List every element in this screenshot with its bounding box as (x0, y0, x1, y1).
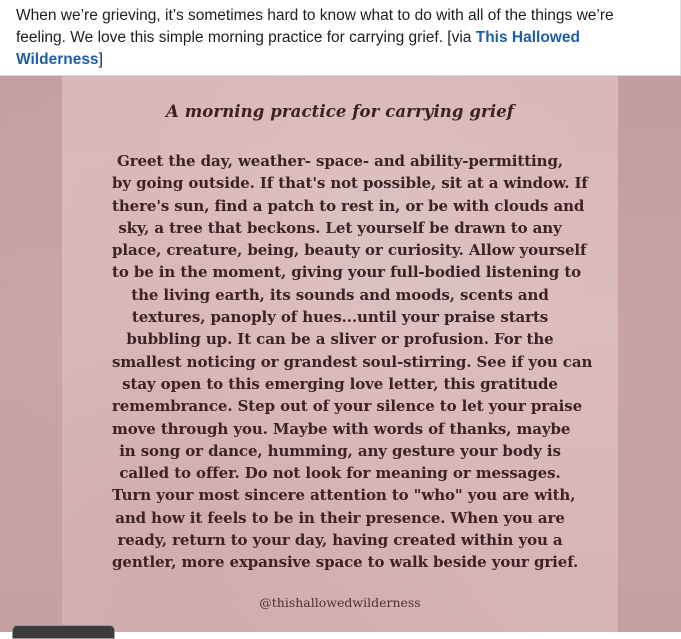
body-line: to be in the moment, giving your full-bodied listening to (112, 263, 582, 282)
body-line: Turn your most sincere attention to "who" you are with, (112, 486, 576, 505)
body-line: and how it feels to be in their presence. When you are (115, 508, 565, 527)
body-line: textures, panoply of hues...until your praise starts (131, 308, 549, 327)
body-line: sky, a tree that beckons. Let yourself be drawn to any (118, 218, 562, 237)
caption-end: ] (98, 51, 103, 68)
body-line: smallest noticing or grandest soul-stirring. See if you can (112, 352, 593, 371)
instagram-handle: @thishallowedwilderness (259, 595, 421, 610)
post-caption (0, 0, 681, 76)
card-title: A morning practice for carrying grief (166, 102, 514, 121)
body-line: ready, return to your day, having created within you a (117, 531, 563, 550)
body-line: remembrance. Step out of your silence to let your praise (112, 397, 583, 416)
quote-card (62, 76, 618, 632)
body-line: gentler, more expansive space to walk beside your grief. (112, 553, 579, 572)
body-line: stay open to this emerging love letter, this gratitude (122, 374, 558, 393)
post-image[interactable] (0, 76, 681, 632)
body-line: the living earth, its sounds and moods, scents and (131, 285, 549, 304)
card-body (112, 150, 593, 574)
body-line: there's sun, find a patch to rest in, or be with clouds and (112, 196, 585, 215)
body-line: Greet the day, weather- space- and ability-permitting, (117, 152, 563, 170)
body-line: in song or dance, humming, any gesture your body is (119, 441, 561, 460)
body-line: move through you. Maybe with words of thanks, maybe (112, 419, 571, 438)
body-line: by going outside. If that's not possible, sit at a window. If (112, 174, 588, 193)
body-line: place, creature, being, beauty or curiosity. Allow yourself (112, 241, 587, 260)
overlay-control[interactable] (12, 625, 115, 639)
source-link[interactable]: This Hallowed Wilderness (16, 29, 580, 68)
body-line: called to offer. Do not look for meaning or messages. (119, 464, 561, 483)
body-line: bubbling up. It can be a sliver or profusion. For the (126, 330, 554, 349)
caption-text: When we’re grieving, it’s sometimes hard to know what to do with all of the things we’re feeling. We love this simple morning practice for carrying grief. [via (16, 7, 614, 46)
